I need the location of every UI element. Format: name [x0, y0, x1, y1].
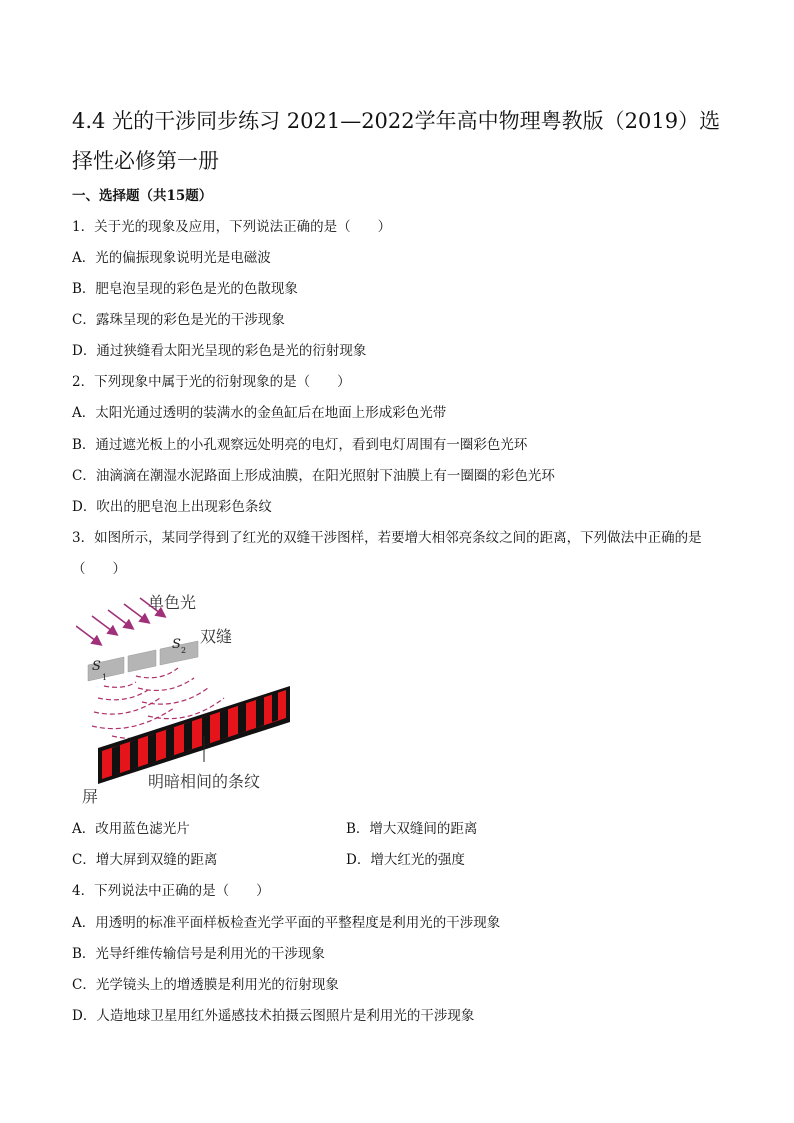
question-3-option-b: B．增大双缝间的距离 [346, 821, 478, 837]
s2-subscript: 2 [181, 646, 187, 655]
double-slit-figure [76, 586, 306, 808]
fringes-label: 明暗相间的条纹 [148, 772, 261, 791]
question-3-stem: 3．如图所示，某同学得到了红光的双缝干涉图样，若要增大相邻亮条纹之间的距离，下列做法中正确的是（ ） [72, 530, 702, 577]
screen-label: 屏 [82, 787, 99, 806]
question-3-option-a: A．改用蓝色滤光片 [72, 821, 190, 837]
question-3-option-d: D．增大红光的强度 [346, 852, 465, 868]
s1-subscript: 1 [102, 673, 108, 682]
question-4-stem: 4．下列说法中正确的是（ ） [72, 883, 270, 899]
fringe-screen [98, 686, 290, 784]
question-1-stem: 1．关于光的现象及应用，下列说法正确的是（ ） [72, 219, 392, 235]
page-title: 4.4 光的干涉同步练习 2021—2022学年高中物理粤教版（2019）选择性必修第一册 [72, 109, 721, 173]
slits-label: 双缝 [200, 627, 233, 646]
s2-label: S [172, 637, 181, 652]
question-2-option-b: B．通过遮光板上的小孔观察远处明亮的电灯，看到电灯周围有一圈彩色光环 [72, 437, 528, 453]
question-3-option-c: C．增大屏到双缝的距离 [72, 852, 218, 868]
question-1-option-c: C．露珠呈现的彩色是光的干涉现象 [72, 312, 285, 328]
question-1-option-d: D．通过狭缝看太阳光呈现的彩色是光的衍射现象 [72, 343, 367, 359]
question-2-option-d: D．吹出的肥皂泡上出现彩色条纹 [72, 499, 272, 515]
question-4-option-c: C．光学镜头上的增透膜是利用光的衍射现象 [72, 977, 339, 993]
section-heading: 一、选择题（共15题） [72, 188, 213, 204]
question-2-stem: 2．下列现象中属于光的衍射现象的是（ ） [72, 374, 351, 390]
s1-label: S [92, 659, 101, 674]
question-1-option-a: A．光的偏振现象说明光是电磁波 [72, 250, 271, 266]
question-1-option-b: B．肥皂泡呈现的彩色是光的色散现象 [72, 281, 298, 297]
question-2-option-c: C．油滴滴在潮湿水泥路面上形成油膜，在阳光照射下油膜上有一圈圈的彩色光环 [72, 468, 555, 484]
question-4-option-b: B．光导纤维传输信号是利用光的干涉现象 [72, 946, 325, 962]
question-2-option-a: A．太阳光通过透明的装满水的金鱼缸后在地面上形成彩色光带 [72, 405, 447, 421]
question-4-option-d: D．人造地球卫星用红外遥感技术拍摄云图照片是利用光的干涉现象 [72, 1008, 475, 1024]
light-label: 单色光 [148, 593, 197, 612]
question-4-option-a: A．用透明的标准平面样板检查光学平面的平整程度是利用光的干涉现象 [72, 915, 501, 931]
